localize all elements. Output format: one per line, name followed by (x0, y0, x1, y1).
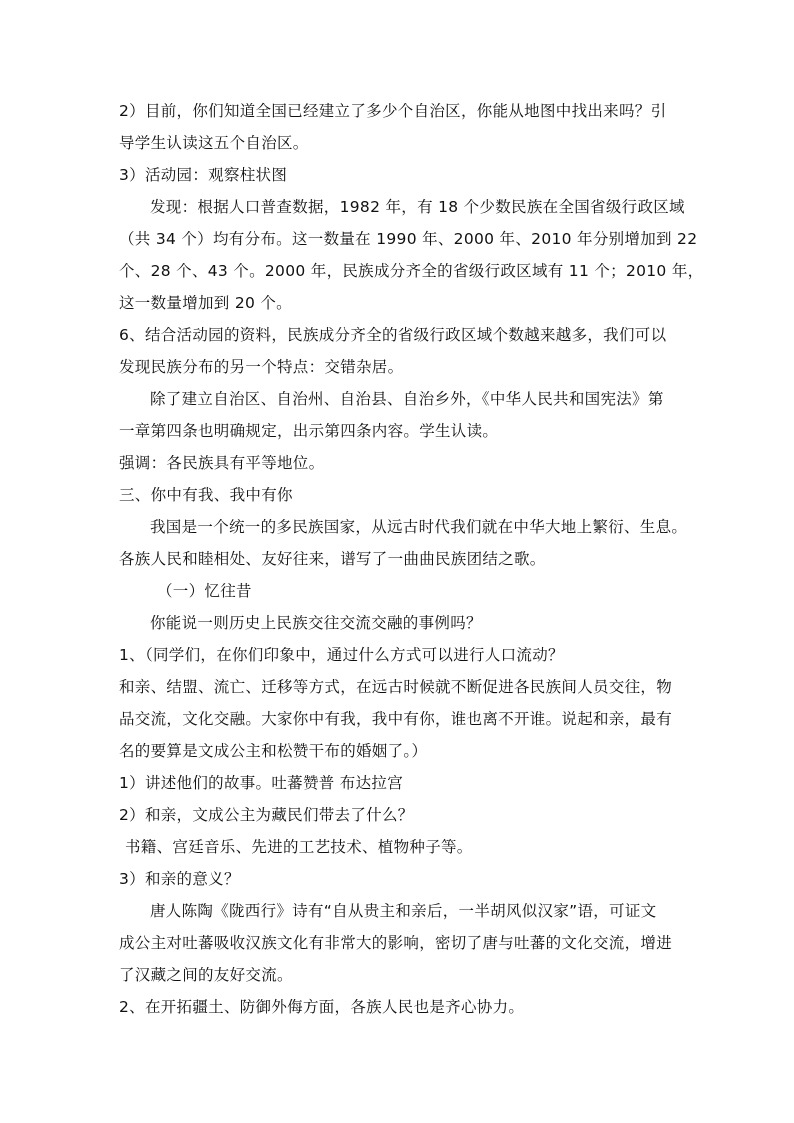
paragraph-line: 你能说一则历史上民族交往交流交融的事例吗？ (150, 614, 482, 632)
paragraph-line: 我国是一个统一的多民族国家，从远古时代我们就在中华大地上繁衍、生息。 (150, 518, 688, 536)
paragraph-line: 2）目前，你们知道全国已经建立了多少个自治区，你能从地图中找出来吗？引 (119, 102, 667, 120)
paragraph-line: 2）和亲，文成公主为藏民们带去了什么？ (119, 806, 414, 824)
paragraph-line: 3）和亲的意义？ (119, 870, 240, 888)
paragraph-line: 这一数量增加到 20 个。 (119, 294, 292, 312)
paragraph-line: 1、（同学们，在你们印象中，通过什么方式可以进行人口流动？ (119, 646, 564, 664)
paragraph-line: 书籍、宫廷音乐、先进的工艺技术、植物种子等。 (125, 838, 473, 856)
paragraph-line: 名的要算是文成公主和松赞干布的婚姻了。） (119, 742, 428, 760)
paragraph-line: 发现民族分布的另一个特点：交错杂居。 (119, 358, 404, 376)
paragraph-line: （共 34 个）均有分布。这一数量在 1990 年、2000 年、2010 年分别增加到 22 (119, 230, 698, 248)
paragraph-line: 成公主对吐蕃吸收汉族文化有非常大的影响，密切了唐与吐蕃的文化交流，增进 (119, 934, 673, 952)
subsection-heading: （一）忆往昔 (157, 582, 252, 600)
paragraph-line: 了汉藏之间的友好交流。 (119, 966, 293, 984)
paragraph-line: 个、28 个、43 个。2000 年，民族成分齐全的省级行政区域有 11 个；2010 年， (119, 262, 704, 280)
paragraph-line: 唐人陈陶《陇西行》诗有“自从贵主和亲后，一半胡风似汉家”语，可证文 (150, 902, 657, 920)
paragraph-line: 品交流，文化交融。大家你中有我，我中有你，谁也离不开谁。说起和亲，最有 (119, 710, 673, 728)
paragraph-line: 6、结合活动园的资料，民族成分齐全的省级行政区域个数越来越多，我们可以 (119, 326, 667, 344)
paragraph-line: 导学生认读这五个自治区。 (119, 134, 309, 152)
paragraph-line: 和亲、结盟、流亡、迁移等方式，在远古时候就不断促进各民族间人员交往，物 (119, 678, 673, 696)
paragraph-line: 各族人民和睦相处、友好往来，谱写了一曲曲民族团结之歌。 (119, 550, 546, 568)
paragraph-line: 3）活动园：观察柱状图 (119, 166, 288, 184)
section-heading: 三、你中有我、我中有你 (119, 486, 293, 504)
paragraph-line: 一章第四条也明确规定，出示第四条内容。学生认读。 (119, 422, 499, 440)
paragraph-line: 1）讲述他们的故事。吐蕃赞普 布达拉宫 (119, 774, 403, 792)
paragraph-line: 强调：各民族具有平等地位。 (119, 454, 325, 472)
paragraph-line: 2、在开拓疆土、防御外侮方面，各族人民也是齐心协力。 (119, 998, 525, 1016)
paragraph-line: 发现：根据人口普查数据，1982 年，有 18 个少数民族在全国省级行政区域 (150, 198, 685, 216)
paragraph-line: 除了建立自治区、自治州、自治县、自治乡外，《中华人民共和国宪法》第 (150, 390, 664, 408)
